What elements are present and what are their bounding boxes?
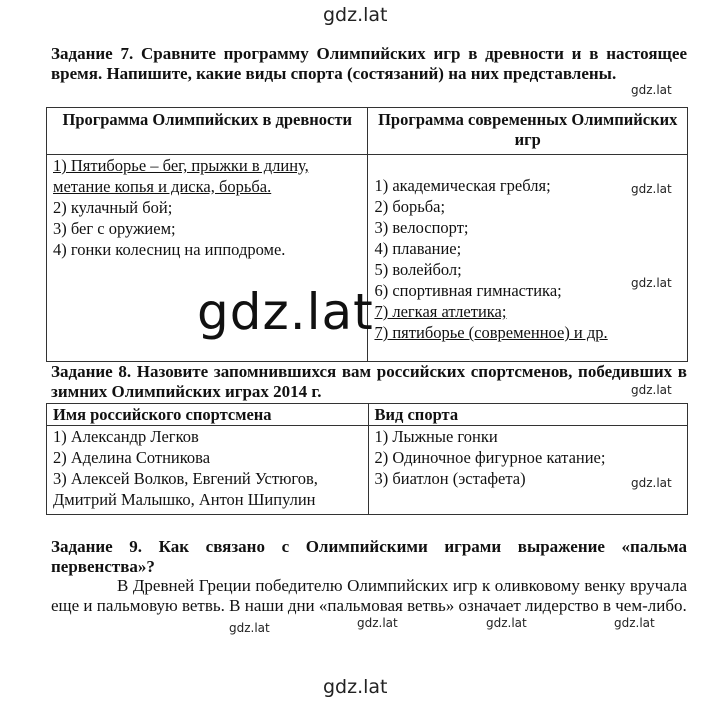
list-item: 2) борьба;	[374, 197, 446, 216]
list-item: 5) волейбол;	[374, 260, 462, 279]
list-item: 1) Пятиборье – бег, прыжки в длину, метание копья и диска, борьба.	[53, 156, 309, 196]
task9-answer: В Древней Греции победителю Олимпийских игр к оливковому венку вручала еще и пальмовую ветвь. В наши дни «пальмовая ветвь» означает лидерство в чем-либо.	[51, 576, 687, 615]
watermark-small: gdz.lat	[614, 616, 655, 630]
watermark-small: gdz.lat	[631, 476, 672, 490]
list-item: 3) биатлон (эстафета)	[374, 469, 526, 488]
modern-program-cell	[368, 155, 688, 362]
watermark-small: gdz.lat	[631, 276, 672, 290]
modern-list	[374, 175, 681, 343]
athlete-name-header: Имя российского спортсмена	[47, 404, 369, 426]
watermark-bottom: gdz.lat	[323, 676, 388, 698]
list-item: 7) легкая атлетика;	[374, 302, 507, 321]
watermark-small: gdz.lat	[631, 383, 672, 397]
list-item: 2) кулачный бой;	[53, 198, 173, 217]
list-item: 7) пятиборье (современное) и др.	[374, 323, 608, 342]
ancient-list	[53, 155, 361, 260]
table-header-row	[47, 108, 688, 155]
list-item: 4) плавание;	[374, 239, 462, 258]
list-item: 6) спортивная гимнастика;	[374, 281, 562, 300]
sports-cell	[368, 426, 688, 515]
task8-table	[46, 403, 688, 515]
task7-heading: Задание 7. Сравните программу Олимпийских игр в древности и в настоящее время. Напишите, какие виды спорта (состязаний) на них представлены.	[51, 44, 687, 83]
list-item: 4) гонки колесниц на ипподроме.	[53, 240, 286, 259]
watermark-small: gdz.lat	[631, 182, 672, 196]
table-row	[47, 426, 688, 515]
table-header-row	[47, 404, 688, 426]
ancient-program-header: Программа Олимпийских в древности	[47, 108, 368, 155]
task8-heading: Задание 8. Назовите запомнившихся вам российских спортсменов, победивших в зимних Олимпийских играх 2014 г.	[51, 362, 687, 401]
watermark-small: gdz.lat	[631, 83, 672, 97]
athletes-cell	[47, 426, 369, 515]
watermark-large: gdz.lat	[197, 283, 374, 341]
watermark-top: gdz.lat	[323, 4, 388, 26]
watermark-small: gdz.lat	[357, 616, 398, 630]
watermark-small: gdz.lat	[229, 621, 270, 635]
list-item: 1) академическая гребля;	[374, 176, 551, 195]
list-item: 2) Одиночное фигурное катание;	[374, 448, 606, 467]
list-item: 2) Аделина Сотникова	[53, 448, 211, 467]
list-item: 3) бег с оружием;	[53, 219, 176, 238]
watermark-small: gdz.lat	[486, 616, 527, 630]
modern-program-header: Программа современных Олимпийских игр	[368, 108, 688, 155]
list-item: 1) Александр Легков	[53, 427, 199, 446]
list-item: 3) велоспорт;	[374, 218, 469, 237]
list-item: 3) Алексей Волков, Евгений Устюгов, Дмитрий Малышко, Антон Шипулин	[53, 469, 318, 509]
list-item: 1) Лыжные гонки	[374, 427, 498, 446]
task9-heading: Задание 9. Как связано с Олимпийскими играми выражение «пальма первенства»?	[51, 537, 687, 576]
sport-header: Вид спорта	[368, 404, 688, 426]
